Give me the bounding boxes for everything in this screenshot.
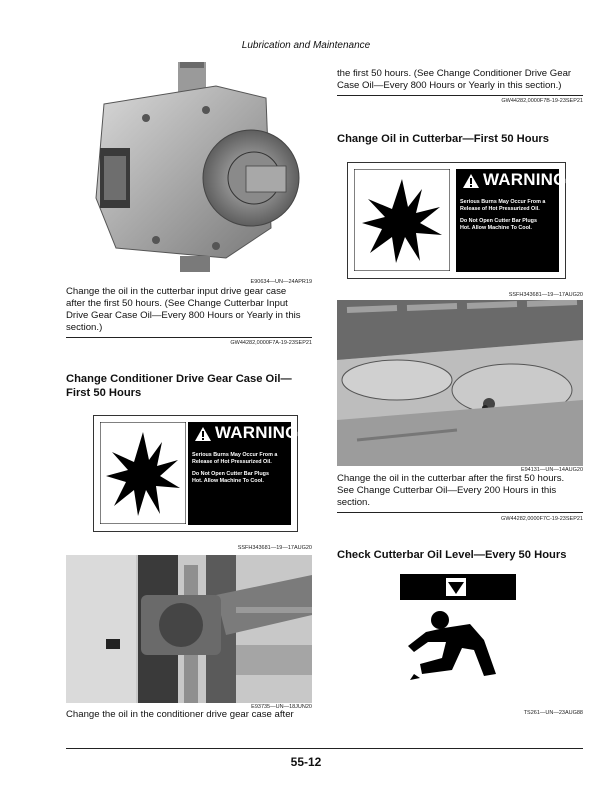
warning-label [93, 415, 298, 532]
section-heading: Change Conditioner Drive Gear Case Oil— First 50 Hours [66, 373, 292, 399]
warning-label [347, 162, 566, 279]
reference-code: GW44282,0000F7B-19-23SEP21 [501, 98, 583, 104]
body-paragraph: the first 50 hours. (See Change Conditioner Drive Gear Case Oil—Every 800 Hours or Yearly in this section.) [337, 68, 572, 91]
warning-triangle-icon [462, 173, 480, 189]
body-paragraph: Change the oil in the conditioner drive gear case after [66, 709, 294, 720]
divider [337, 95, 583, 96]
crush-hazard-icon [400, 570, 516, 690]
body-paragraph: Change the oil in the cutterbar input drive gear case after the first 50 hours. (See Change Cutterbar Input Drive Gear Case Oil—Every 800 Hours or Yearly in this section.) [66, 286, 301, 333]
section-heading: Check Cutterbar Oil Level—Every 50 Hours [337, 549, 567, 561]
figure-caption: E94131—UN—14AUG20 [520, 467, 583, 473]
page-number: 55-12 [290, 755, 322, 769]
figure-caption: SSFH343681—19—17AUG20 [237, 545, 312, 551]
body-paragraph: Change the oil in the cutterbar after the first 50 hours. See Change Cutterbar Oil—Every 200 Hours in this section. [337, 473, 565, 508]
warning-title: WARNING [215, 423, 299, 442]
conditioner-drive-photo [66, 555, 312, 703]
section-heading: Change Oil in Cutterbar—First 50 Hours [337, 133, 549, 145]
footer-rule [66, 748, 583, 749]
page-header: Lubrication and Maintenance [241, 40, 371, 51]
warning-text: Serious Burns May Occur From a Release of Hot Pressurized Oil. Do Not Open Cutter Bar Plugs Hot. Allow Machine To Cool. [192, 452, 278, 484]
figure-caption: E93735—UN—18JUN20 [251, 704, 312, 710]
warning-title: WARNING [483, 170, 567, 189]
figure-caption: TS261—UN—23AUG88 [523, 710, 583, 716]
divider [66, 337, 312, 338]
warning-text: Serious Burns May Occur From a Release of Hot Pressurized Oil. Do Not Open Cutter Bar Plugs Hot. Allow Machine To Cool. [460, 199, 546, 231]
figure-caption: SSFH343681—19—17AUG20 [508, 292, 583, 298]
warning-triangle-icon [194, 426, 212, 442]
reference-code: GW44282,0000F7A-19-23SEP21 [230, 340, 312, 346]
figure-caption: E90634—UN—24APR19 [250, 279, 312, 285]
cutterbar-photo [337, 300, 583, 466]
gearbox-photo [66, 58, 312, 276]
reference-code: GW44282,0000F7C-19-23SEP21 [501, 516, 583, 522]
divider [337, 512, 583, 513]
